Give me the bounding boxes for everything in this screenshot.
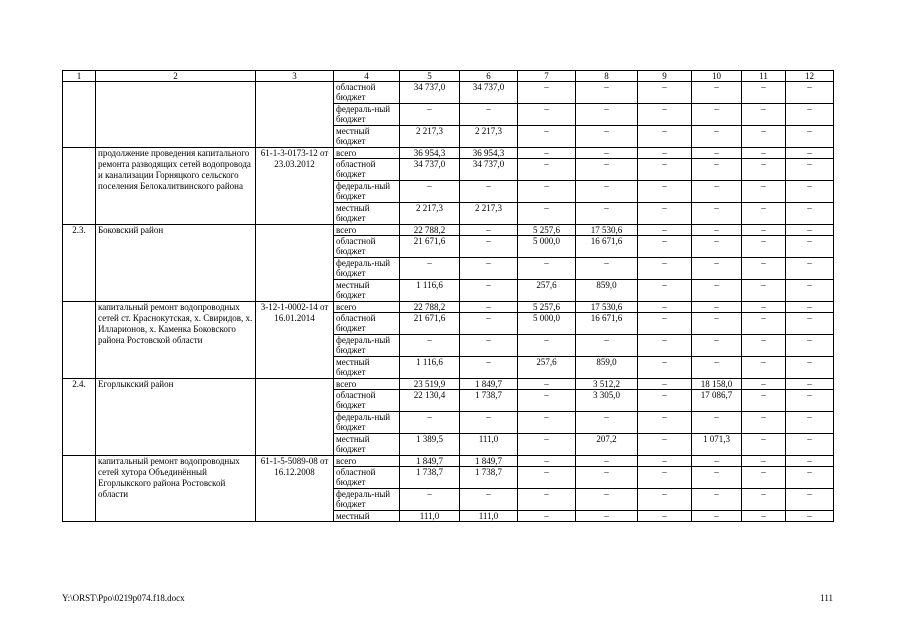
- column-header-11: 11: [742, 71, 786, 82]
- value-cell: –: [742, 379, 786, 390]
- value-cell: –: [518, 148, 576, 159]
- value-cell: –: [692, 467, 742, 489]
- funding-source: местный: [334, 511, 400, 522]
- value-cell: 17 530,6: [576, 302, 638, 313]
- value-cell: –: [576, 203, 638, 225]
- value-cell: –: [400, 335, 460, 357]
- value-cell: –: [638, 313, 692, 335]
- funding-source: областной бюджет: [334, 159, 400, 181]
- funding-source: областной бюджет: [334, 390, 400, 412]
- value-cell: –: [786, 489, 834, 511]
- value-cell: –: [786, 236, 834, 258]
- value-cell: 22 788,2: [400, 225, 460, 236]
- value-cell: –: [742, 434, 786, 456]
- value-cell: –: [638, 302, 692, 313]
- funding-source: всего: [334, 379, 400, 390]
- value-cell: –: [692, 302, 742, 313]
- value-cell: –: [400, 412, 460, 434]
- item-number: [63, 148, 96, 225]
- value-cell: –: [742, 159, 786, 181]
- value-cell: 21 671,6: [400, 313, 460, 335]
- table-row: [63, 148, 834, 159]
- document-number: [256, 225, 334, 302]
- funding-source: местный бюджет: [334, 203, 400, 225]
- funding-source: областной бюджет: [334, 313, 400, 335]
- value-cell: 111,0: [400, 511, 460, 522]
- value-cell: –: [786, 302, 834, 313]
- value-cell: –: [742, 335, 786, 357]
- value-cell: 21 671,6: [400, 236, 460, 258]
- value-cell: –: [742, 313, 786, 335]
- value-cell: –: [518, 511, 576, 522]
- value-cell: –: [692, 225, 742, 236]
- value-cell: –: [518, 203, 576, 225]
- funding-source: федераль-ный бюджет: [334, 335, 400, 357]
- value-cell: 207,2: [576, 434, 638, 456]
- column-header-5: 5: [400, 71, 460, 82]
- value-cell: –: [742, 258, 786, 280]
- value-cell: –: [518, 82, 576, 104]
- value-cell: –: [638, 236, 692, 258]
- value-cell: –: [786, 434, 834, 456]
- value-cell: –: [638, 82, 692, 104]
- column-header-7: 7: [518, 71, 576, 82]
- table-row: [63, 82, 834, 104]
- funding-source: областной бюджет: [334, 82, 400, 104]
- value-cell: –: [692, 335, 742, 357]
- item-number: 2.4.: [63, 379, 96, 456]
- value-cell: –: [742, 181, 786, 203]
- value-cell: –: [518, 434, 576, 456]
- funding-source: федераль-ный бюджет: [334, 258, 400, 280]
- value-cell: 17 530,6: [576, 225, 638, 236]
- value-cell: –: [742, 467, 786, 489]
- item-name: Боковский район: [96, 225, 256, 302]
- funding-source: всего: [334, 456, 400, 467]
- table-row: [63, 225, 834, 236]
- value-cell: –: [400, 258, 460, 280]
- funding-source: местный бюджет: [334, 357, 400, 379]
- value-cell: –: [460, 412, 518, 434]
- value-cell: –: [638, 280, 692, 302]
- value-cell: 2 217,3: [400, 203, 460, 225]
- value-cell: –: [692, 203, 742, 225]
- value-cell: –: [638, 467, 692, 489]
- value-cell: –: [460, 258, 518, 280]
- item-number: 2.3.: [63, 225, 96, 302]
- value-cell: –: [638, 159, 692, 181]
- value-cell: 111,0: [460, 434, 518, 456]
- value-cell: 1 389,5: [400, 434, 460, 456]
- value-cell: –: [786, 280, 834, 302]
- value-cell: –: [638, 225, 692, 236]
- funding-source: федераль-ный бюджет: [334, 489, 400, 511]
- budget-table: [62, 70, 834, 522]
- value-cell: –: [518, 412, 576, 434]
- value-cell: –: [692, 236, 742, 258]
- value-cell: –: [692, 148, 742, 159]
- value-cell: –: [518, 456, 576, 467]
- value-cell: 257,6: [518, 357, 576, 379]
- value-cell: –: [518, 104, 576, 126]
- footer-file-path: Y:\ORST\Ppo\0219p074.f18.docx: [62, 593, 185, 603]
- value-cell: –: [460, 302, 518, 313]
- value-cell: 5 257,6: [518, 225, 576, 236]
- document-number: 61-1-3-0173-12 от 23.03.2012: [256, 148, 334, 225]
- value-cell: –: [742, 412, 786, 434]
- value-cell: –: [742, 280, 786, 302]
- value-cell: –: [692, 412, 742, 434]
- value-cell: –: [786, 258, 834, 280]
- value-cell: 2 217,3: [400, 126, 460, 148]
- column-header-6: 6: [460, 71, 518, 82]
- value-cell: –: [576, 82, 638, 104]
- item-name: Егорлыкский район: [96, 379, 256, 456]
- value-cell: –: [786, 379, 834, 390]
- value-cell: –: [692, 181, 742, 203]
- table-row: [63, 456, 834, 467]
- value-cell: –: [692, 456, 742, 467]
- funding-source: федераль-ный бюджет: [334, 181, 400, 203]
- value-cell: –: [742, 82, 786, 104]
- value-cell: 3 512,2: [576, 379, 638, 390]
- value-cell: –: [460, 489, 518, 511]
- value-cell: –: [742, 203, 786, 225]
- header-row: [63, 71, 834, 82]
- value-cell: –: [576, 126, 638, 148]
- value-cell: 22 130,4: [400, 390, 460, 412]
- funding-source: местный бюджет: [334, 280, 400, 302]
- column-header-2: 2: [96, 71, 256, 82]
- value-cell: –: [638, 390, 692, 412]
- value-cell: –: [518, 335, 576, 357]
- value-cell: –: [638, 456, 692, 467]
- value-cell: –: [742, 390, 786, 412]
- value-cell: 34 737,0: [460, 159, 518, 181]
- value-cell: –: [786, 159, 834, 181]
- value-cell: –: [400, 489, 460, 511]
- value-cell: 257,6: [518, 280, 576, 302]
- value-cell: –: [786, 104, 834, 126]
- value-cell: 5 257,6: [518, 302, 576, 313]
- value-cell: –: [742, 148, 786, 159]
- value-cell: –: [576, 104, 638, 126]
- item-number: [63, 456, 96, 522]
- value-cell: –: [638, 258, 692, 280]
- value-cell: 34 737,0: [400, 159, 460, 181]
- item-number: [63, 82, 96, 148]
- value-cell: –: [786, 412, 834, 434]
- value-cell: 18 158,0: [692, 379, 742, 390]
- value-cell: –: [518, 467, 576, 489]
- value-cell: 16 671,6: [576, 236, 638, 258]
- value-cell: –: [692, 104, 742, 126]
- value-cell: –: [692, 159, 742, 181]
- value-cell: –: [460, 104, 518, 126]
- value-cell: 2 217,3: [460, 203, 518, 225]
- value-cell: –: [692, 489, 742, 511]
- funding-source: областной бюджет: [334, 467, 400, 489]
- value-cell: –: [576, 258, 638, 280]
- value-cell: –: [742, 511, 786, 522]
- funding-source: федераль-ный бюджет: [334, 104, 400, 126]
- value-cell: 1 738,7: [400, 467, 460, 489]
- item-name: капитальный ремонт водопроводных сетей хутора Объединённый Егорлыкского района Ростовской области: [96, 456, 256, 522]
- funding-source: местный бюджет: [334, 126, 400, 148]
- document-number: [256, 82, 334, 148]
- value-cell: –: [786, 148, 834, 159]
- value-cell: –: [638, 412, 692, 434]
- column-header-12: 12: [786, 71, 834, 82]
- value-cell: –: [518, 159, 576, 181]
- value-cell: –: [576, 456, 638, 467]
- value-cell: –: [786, 456, 834, 467]
- funding-source: всего: [334, 148, 400, 159]
- value-cell: –: [638, 434, 692, 456]
- value-cell: 3 305,0: [576, 390, 638, 412]
- value-cell: –: [742, 489, 786, 511]
- value-cell: –: [638, 148, 692, 159]
- item-name: капитальный ремонт водопроводных сетей ст. Краснокутская, х. Свиридов, х. Илларионов, х. Каменка Боковского района Ростовской области: [96, 302, 256, 379]
- value-cell: –: [576, 181, 638, 203]
- value-cell: –: [460, 335, 518, 357]
- value-cell: –: [786, 390, 834, 412]
- value-cell: 5 000,0: [518, 313, 576, 335]
- value-cell: –: [742, 357, 786, 379]
- table-row: [63, 379, 834, 390]
- value-cell: –: [638, 126, 692, 148]
- value-cell: –: [692, 357, 742, 379]
- value-cell: 859,0: [576, 280, 638, 302]
- value-cell: –: [638, 379, 692, 390]
- value-cell: –: [742, 236, 786, 258]
- value-cell: –: [692, 258, 742, 280]
- value-cell: 1 849,7: [460, 456, 518, 467]
- value-cell: –: [518, 489, 576, 511]
- value-cell: –: [742, 225, 786, 236]
- value-cell: –: [576, 511, 638, 522]
- value-cell: 1 738,7: [460, 467, 518, 489]
- value-cell: –: [786, 126, 834, 148]
- value-cell: 5 000,0: [518, 236, 576, 258]
- funding-source: областной бюджет: [334, 236, 400, 258]
- value-cell: –: [786, 357, 834, 379]
- value-cell: 23 519,9: [400, 379, 460, 390]
- value-cell: –: [692, 126, 742, 148]
- value-cell: –: [786, 467, 834, 489]
- value-cell: –: [518, 181, 576, 203]
- value-cell: 34 737,0: [460, 82, 518, 104]
- value-cell: 1 071,3: [692, 434, 742, 456]
- value-cell: –: [742, 456, 786, 467]
- value-cell: –: [576, 335, 638, 357]
- value-cell: –: [576, 467, 638, 489]
- column-header-9: 9: [638, 71, 692, 82]
- funding-source: всего: [334, 302, 400, 313]
- value-cell: –: [638, 335, 692, 357]
- value-cell: 17 086,7: [692, 390, 742, 412]
- value-cell: –: [786, 82, 834, 104]
- value-cell: –: [786, 181, 834, 203]
- value-cell: –: [786, 335, 834, 357]
- value-cell: –: [786, 511, 834, 522]
- column-header-4: 4: [334, 71, 400, 82]
- value-cell: –: [460, 181, 518, 203]
- value-cell: –: [638, 357, 692, 379]
- value-cell: –: [518, 390, 576, 412]
- value-cell: –: [692, 82, 742, 104]
- value-cell: –: [742, 126, 786, 148]
- table-row: [63, 302, 834, 313]
- value-cell: –: [400, 181, 460, 203]
- value-cell: –: [692, 313, 742, 335]
- funding-source: федераль-ный бюджет: [334, 412, 400, 434]
- value-cell: 1 738,7: [460, 390, 518, 412]
- value-cell: –: [576, 159, 638, 181]
- value-cell: 22 788,2: [400, 302, 460, 313]
- value-cell: –: [518, 379, 576, 390]
- funding-source: местный бюджет: [334, 434, 400, 456]
- value-cell: 1 849,7: [400, 456, 460, 467]
- value-cell: –: [518, 126, 576, 148]
- item-name: [96, 82, 256, 148]
- value-cell: 36 954,3: [400, 148, 460, 159]
- value-cell: 2 217,3: [460, 126, 518, 148]
- value-cell: –: [638, 489, 692, 511]
- document-number: 3-12-1-0002-14 от 16.01.2014: [256, 302, 334, 379]
- value-cell: –: [576, 148, 638, 159]
- value-cell: –: [638, 104, 692, 126]
- item-name: продолжение проведения капитального ремонта разводящих сетей водопровода и канализации Горняцкого сельского поселения Белокалитвинского района: [96, 148, 256, 225]
- value-cell: 34 737,0: [400, 82, 460, 104]
- value-cell: –: [742, 302, 786, 313]
- value-cell: –: [638, 181, 692, 203]
- value-cell: 16 671,6: [576, 313, 638, 335]
- value-cell: –: [786, 313, 834, 335]
- value-cell: –: [786, 203, 834, 225]
- value-cell: –: [638, 203, 692, 225]
- value-cell: 36 954,3: [460, 148, 518, 159]
- column-header-1: 1: [63, 71, 96, 82]
- value-cell: –: [460, 357, 518, 379]
- value-cell: 1 849,7: [460, 379, 518, 390]
- value-cell: –: [460, 225, 518, 236]
- value-cell: –: [400, 104, 460, 126]
- document-number: [256, 379, 334, 456]
- column-header-10: 10: [692, 71, 742, 82]
- value-cell: –: [692, 280, 742, 302]
- value-cell: 1 116,6: [400, 280, 460, 302]
- value-cell: –: [460, 280, 518, 302]
- document-number: 61-1-5-5089-08 от 16.12.2008: [256, 456, 334, 522]
- footer-page-number: 111: [820, 593, 833, 603]
- item-number: [63, 302, 96, 379]
- value-cell: –: [638, 511, 692, 522]
- value-cell: –: [742, 104, 786, 126]
- value-cell: –: [576, 489, 638, 511]
- value-cell: –: [786, 225, 834, 236]
- value-cell: –: [460, 313, 518, 335]
- value-cell: –: [576, 412, 638, 434]
- column-header-3: 3: [256, 71, 334, 82]
- column-header-8: 8: [576, 71, 638, 82]
- value-cell: –: [692, 511, 742, 522]
- value-cell: 1 116,6: [400, 357, 460, 379]
- value-cell: 859,0: [576, 357, 638, 379]
- value-cell: –: [460, 236, 518, 258]
- value-cell: –: [518, 258, 576, 280]
- value-cell: 111,0: [460, 511, 518, 522]
- funding-source: всего: [334, 225, 400, 236]
